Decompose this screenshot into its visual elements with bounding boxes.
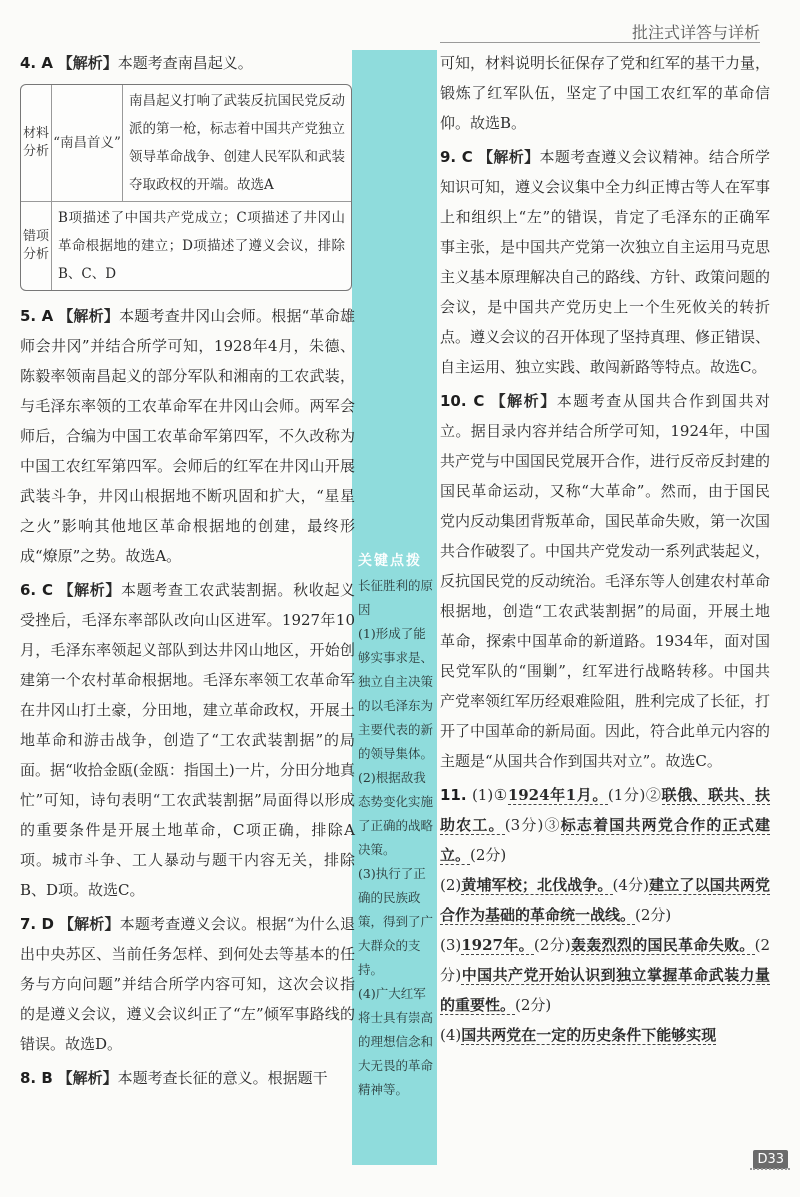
question-5 [20,301,355,571]
question-8 [20,1063,355,1093]
answer-score: (1分)② [607,786,662,804]
question-text: 本题考查工农武装割据。秋收起义受挫后，毛泽东率部队改向山区进军。1927年10月，毛泽东率领起义部队到达井冈山地区，开始创建第一个农村革命根据地。毛泽东率领工农革命军在井冈山打土豪，分田地，建立革命政权，开展土地革命和游击战争，创造了“工农武装割据”的局面。据“收拾金瓯(金瓯：指国土)一片，分田分地真忙”可知，诗句表明“工农武装割据”局面得以形成的重要条件是开展土地革命，C项正确，排除A项。城市斗争、工人暴动与题干内容无关，排除B、D项。故选C。 [20,581,355,899]
answer-score: (3分)③ [504,816,561,834]
answer-score: (2分) [635,906,672,924]
key-points-line: 长征胜利的原因 [358,578,434,617]
answer-score: (2分) [533,936,571,954]
analysis-tag: 【解析】 [477,148,540,166]
row-content: B项描述了中国共产党成立；C项描述了井冈山革命根据地的建立；D项描述了遵义会议，排除B、C、D [58,210,345,282]
row-label: 材料分析 [21,85,52,201]
table-row [21,85,351,201]
analysis-tag: 【解析】 [57,1069,118,1087]
question-text: 本题考查南昌起义。 [117,54,253,72]
question-number: 4. A [20,54,53,72]
footer-divider [750,1168,790,1170]
analysis-tag: 【解析】 [58,915,120,933]
question-9 [440,142,770,382]
question-number: 6. C [20,581,54,599]
analysis-tag: 【解析】 [58,581,122,599]
key-points-line: (4)广大红军将士具有崇高的理想信念和大无畏的革命精神等。 [358,986,434,1097]
key-points-sidebar [352,50,437,1165]
question-text: 本题考查井冈山会师。根据“革命雄师会井冈”并结合所学可知，1928年4月，朱德、陈毅率领南昌起义的部分军队和湘南的工农武装，与毛泽东率领的工农革命军在井冈山会师。两军会师后，合编为中国工农革命军第四军，不久改称为中国工农红军第四军。会师后的红军在井冈山开展武装斗争，井冈山根据地不断巩固和扩大，“星星之火”影响其他地区革命根据地的创建，最终形成“燎原”之势。故选A。 [20,307,355,565]
answer-key: 1924年1月。 [507,786,608,804]
question-10 [440,386,770,776]
question-number: 5. A [20,307,54,325]
page-number: D33 [753,1150,788,1169]
question-11 [440,780,770,870]
answer-key: 联俄、联共、扶助农工。 [440,786,770,834]
key-points-title: 关键点拨 [358,553,422,569]
question-number: 9. C [440,148,473,166]
key-points-line: (3)执行了正确的民族政策，得到了广大群众的支持。 [358,866,434,977]
table-row [21,201,351,290]
question-text: 本题考查从国共合作到国共对立。据目录内容并结合所学可知，1924年，中国共产党与中国国民党展开合作，进行反帝反封建的国民革命运动，又称“大革命”。然而，由于国民党内反动集团背叛革命，国民革命失败，第一次国共合作破裂了。中国共产党发动一系列武装起义，反抗国民党的反动统治。毛泽东等人创建农村革命根据地，创造“工农武装割据”的局面，开展土地革命，探索中国革命的新道路。1934年，面对国民党军队的“围剿”，红军进行战略转移。中国共产党率领红军历经艰难险阻，胜利完成了长征，打开了中国革命的新局面。因此，符合此单元内容的主题是“从国共合作到国共对立”。故选C。 [440,392,771,770]
answer-part: (3) [440,936,462,954]
answer-key: 黄埔军校；北伐战争。 [461,876,613,894]
answer-key: 建立了以国共两党合作为基础的革命统一战线。 [440,876,770,924]
question-text: 本题考查长征的意义。根据题干 [117,1069,328,1087]
page-header [440,8,760,43]
key-points-box [358,548,433,1102]
left-column [20,48,355,1093]
question-number: 11. [440,786,467,804]
row-keyword: “南昌首义” [52,85,123,201]
question-4 [20,48,355,78]
question-11-part-3 [440,930,770,1020]
answer-key: 国共两党在一定的历史条件下能够实现 [461,1026,717,1044]
answer-score: (2分) [440,936,770,984]
question-text: 可知，材料说明长征保存了党和红军的基干力量，锻炼了红军队伍，坚定了中国工农红军的革命信仰。故选B。 [440,54,771,132]
answer-score: (2分) [515,996,552,1014]
question-11-part-4 [440,1020,770,1050]
key-points-line: (1)形成了能够实事求是、独立自主决策的以毛泽东为主要代表的新的领导集体。 [358,626,434,761]
answer-key: 轰轰烈烈的国民革命失败。 [570,936,755,954]
answer-key: 1927年。 [461,936,534,954]
question-text: 本题考查遵义会议精神。结合所学知识可知，遵义会议集中全力纠正博古等人在军事上和组织上“左”的错误，肯定了毛泽东的正确军事主张，是中国共产党第一次独立自主运用马克思主义基本原理解决自己的路线、方针、政策问题的会议，是中国共产党历史上一个生死攸关的转折点。遵义会议的召开体现了坚持真理、修正错误、自主运用、独立实践、敢闯新路等特点。故选C。 [440,148,771,376]
answer-key: 标志着国共两党合作的正式建立。 [440,816,770,864]
key-points-line: (2)根据敌我态势变化实施了正确的战略决策。 [358,770,434,857]
analysis-table [20,84,352,291]
question-8-continued [440,48,770,138]
analysis-tag: 【解析】 [57,54,118,72]
analysis-tag: 【解析】 [58,307,120,325]
right-column [440,48,770,1050]
row-content: 南昌起义打响了武装反抗国民党反动派的第一枪，标志着中国共产党独立领导革命战争、创建人民军队和武装夺取政权的开端。故选A [129,93,345,193]
question-number: 8. B [20,1069,53,1087]
answer-part: (1)① [471,786,508,804]
question-number: 7. D [20,915,54,933]
question-7 [20,909,355,1059]
answer-part: (4) [440,1026,462,1044]
answer-score: (2分) [470,846,507,864]
answer-part: (2) [440,876,462,894]
analysis-tag: 【解析】 [490,392,557,410]
question-6 [20,575,355,905]
answer-score: (4分) [612,876,650,894]
header-title: 批注式详答与详析 [631,23,760,42]
row-label: 错项分析 [21,202,52,290]
answer-key: 中国共产党开始认识到独立掌握革命武装力量的重要性。 [440,966,770,1014]
question-number: 10. C [440,392,485,410]
question-text: 本题考查遵义会议。根据“为什么退出中央苏区、当前任务怎样、到何处去等基本的任务与方向问题”并结合所学内容可知，这次会议指的是遵义会议，遵义会议纠正了“左”倾军事路线的错误。故选D。 [20,915,355,1053]
question-11-part-2 [440,870,770,930]
